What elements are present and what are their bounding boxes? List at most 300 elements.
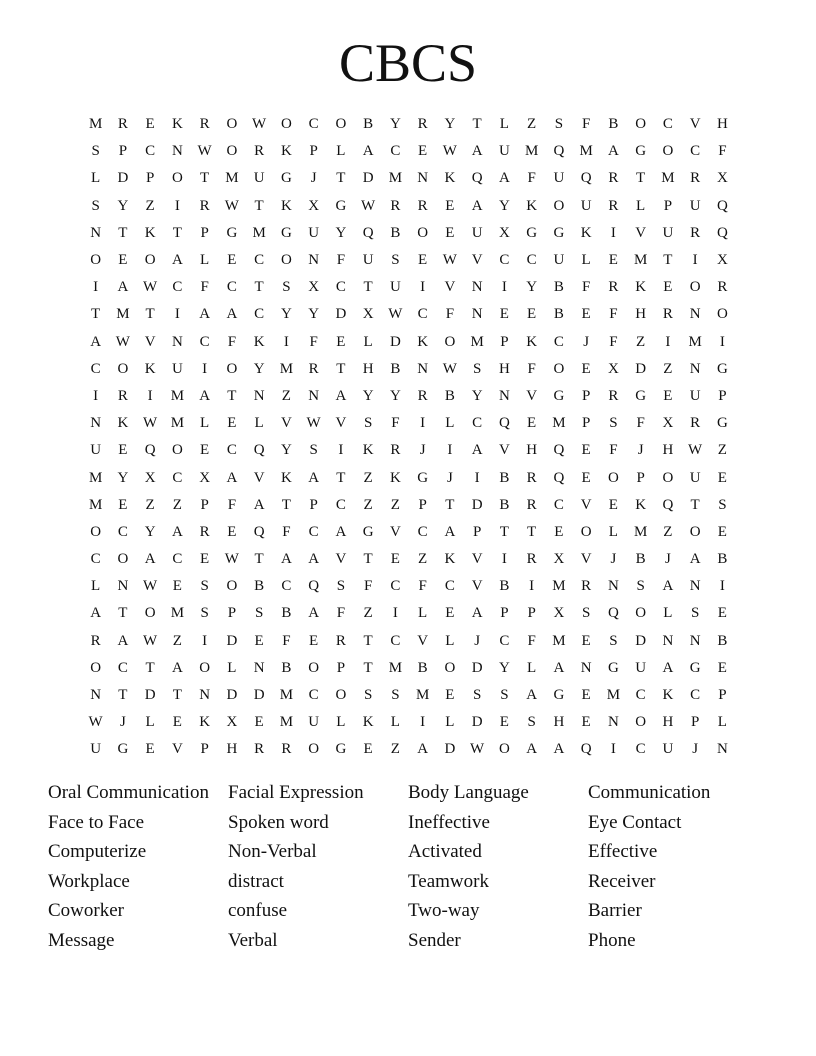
grid-letter: E [227,252,237,269]
grid-letter: K [253,333,265,350]
grid-letter: E [145,741,155,758]
grid-letter: L [91,578,101,595]
grid-letter: C [553,496,564,513]
grid-letter: M [470,333,484,350]
grid-letter: W [688,442,703,459]
grid-letter: C [145,143,156,160]
grid-letter: D [389,333,401,350]
grid-letter: I [147,387,153,404]
word-bank-item: distract [228,870,284,892]
grid-letter: W [143,415,158,432]
grid-letter: N [716,741,728,758]
grid-letter: N [689,578,701,595]
grid-letter: U [689,197,701,214]
grid-letter: D [335,306,347,323]
grid-letter: X [144,469,156,486]
grid-letter: Z [363,469,373,486]
grid-letter: O [662,143,674,160]
grid-letter: R [526,551,537,568]
grid-letter: M [388,659,403,676]
grid-letter: E [200,551,210,568]
grid-letter: G [335,741,347,758]
grid-letter: O [226,116,238,133]
word-bank-item: Coworker [48,900,124,922]
grid-letter: L [227,659,237,676]
grid-letter: E [227,415,237,432]
word-bank-item: Oral Communication [48,782,209,803]
grid-letter: E [418,143,428,160]
grid-letter: V [280,415,292,432]
grid-letter: S [363,415,373,432]
word-bank-item: confuse [228,900,288,922]
grid-letter: E [581,632,591,649]
grid-letter: U [389,279,401,296]
grid-letter: Q [662,496,674,513]
grid-letter: M [88,116,103,133]
grid-letter: D [444,741,456,758]
grid-letter: E [499,306,509,323]
grid-letter: S [91,197,100,214]
grid-letter: Q [716,224,728,241]
grid-letter: B [608,116,619,133]
grid-letter: C [90,360,101,377]
grid-letter: B [390,224,401,241]
grid-letter: S [554,116,564,133]
grid-letter: T [172,687,182,704]
grid-letter: T [499,523,509,540]
grid-row [82,546,736,573]
grid-letter: H [553,714,565,731]
grid-letter: F [527,170,536,187]
grid-letter: Y [498,197,510,214]
grid-letter: E [717,523,727,540]
grid-letter: O [144,252,156,269]
grid-letter: L [363,333,373,350]
grid-letter: A [553,659,565,676]
grid-letter: X [553,605,565,622]
word-bank-item: Facial Expression [228,782,364,803]
grid-letter: D [253,687,265,704]
grid-letter: T [145,306,155,323]
grid-letter: W [442,252,457,269]
grid-letter: F [609,333,618,350]
grid-letter: G [280,224,292,241]
grid-letter: Y [444,116,456,133]
grid-letter: I [610,741,616,758]
grid-letter: T [336,170,346,187]
grid-row [82,410,736,437]
grid-letter: R [690,170,701,187]
grid-letter: X [716,252,728,269]
grid-letter: O [308,741,320,758]
grid-letter: C [199,333,210,350]
grid-letter: L [418,605,428,622]
grid-row [82,628,736,655]
grid-letter: C [526,252,537,269]
grid-letter: A [117,632,129,649]
grid-letter: E [445,687,455,704]
grid-letter: N [580,659,592,676]
grid-letter: Q [498,415,510,432]
word-bank-item: Barrier [588,900,642,922]
grid-letter: F [718,143,727,160]
grid-letter: F [581,279,591,296]
word-bank-item: Effective [588,841,658,863]
grid-letter: U [90,442,102,459]
grid-letter: P [500,333,509,350]
grid-letter: R [390,197,401,214]
grid-letter: C [390,632,401,649]
grid-letter: L [608,523,618,540]
grid-letter: I [501,551,507,568]
grid-letter: G [635,143,647,160]
grid-letter: N [471,279,483,296]
grid-letter: J [474,632,481,649]
page-title: CBCS [338,33,478,93]
grid-letter: N [90,224,102,241]
grid-letter: Z [363,605,373,622]
grid-letter: V [471,252,483,269]
grid-row [82,492,736,519]
grid-letter: C [117,523,128,540]
grid-letter: O [635,714,647,731]
grid-letter: E [717,659,727,676]
grid-letter: N [607,714,619,731]
grid-letter: N [253,387,265,404]
grid-letter: O [553,360,565,377]
grid-letter: P [690,714,700,731]
grid-letter: Y [280,442,292,459]
word-bank-item: Two-way [408,900,480,922]
grid-letter: R [417,387,428,404]
grid-letter: G [280,170,292,187]
grid-letter: G [553,224,565,241]
grid-letter: R [117,387,128,404]
grid-letter: P [200,496,209,513]
word-bank-item: Ineffective [408,811,490,833]
grid-letter: P [200,741,209,758]
grid-letter: A [498,170,510,187]
grid-letter: N [199,687,211,704]
grid-letter: C [335,496,346,513]
grid-letter: F [282,523,291,540]
grid-letter: A [335,387,347,404]
grid-letter: K [117,415,129,432]
grid-letter: K [144,224,156,241]
grid-letter: K [362,442,374,459]
grid-letter: K [580,224,592,241]
grid-letter: Y [526,279,538,296]
grid-letter: S [391,687,400,704]
grid-letter: P [336,659,346,676]
word-search-grid [82,111,736,764]
grid-letter: Z [663,360,673,377]
grid-letter: U [635,659,647,676]
grid-letter: U [580,197,592,214]
grid-letter: K [280,197,292,214]
grid-letter: N [689,632,701,649]
grid-letter: X [199,469,211,486]
grid-letter: I [447,442,453,459]
grid-letter: Z [145,496,155,513]
grid-letter: V [417,632,429,649]
grid-letter: E [254,714,264,731]
grid-letter: S [690,605,700,622]
grid-letter: N [308,252,320,269]
grid-letter: F [609,442,618,459]
grid-letter: T [336,469,346,486]
grid-letter: A [226,469,238,486]
grid-letter: M [88,469,103,486]
grid-letter: T [254,551,264,568]
grid-letter: L [445,632,455,649]
grid-letter: L [145,714,155,731]
grid-letter: F [391,415,400,432]
grid-letter: R [526,496,537,513]
grid-letter: T [118,605,128,622]
grid-letter: M [633,252,648,269]
grid-letter: T [445,496,455,513]
grid-letter: E [227,523,237,540]
grid-letter: F [227,333,237,350]
grid-letter: R [199,523,210,540]
grid-letter: E [118,496,128,513]
grid-letter: E [663,279,673,296]
grid-letter: Y [253,360,265,377]
grid-letter: V [580,551,592,568]
grid-letter: A [171,252,183,269]
grid-letter: L [445,415,455,432]
grid-letter: O [117,551,129,568]
grid-letter: P [309,143,318,160]
grid-letter: U [662,224,674,241]
grid-letter: W [143,279,158,296]
grid-letter: A [553,741,565,758]
grid-letter: T [172,224,182,241]
grid-letter: M [170,387,185,404]
grid-letter: T [91,306,101,323]
grid-letter: O [689,523,701,540]
grid-letter: C [499,632,510,649]
grid-letter: R [608,197,619,214]
grid-letter: E [608,496,618,513]
grid-letter: U [689,469,701,486]
word-bank-item: Eye Contact [588,811,682,833]
grid-letter: Y [117,469,129,486]
grid-letter: E [581,306,591,323]
grid-letter: Z [363,496,373,513]
grid-letter: O [716,306,728,323]
grid-letter: T [636,170,646,187]
grid-letter: H [662,442,674,459]
grid-letter: A [117,279,129,296]
grid-letter: B [717,551,728,568]
grid-letter: A [144,551,156,568]
word-bank-item: Activated [408,841,482,863]
grid-letter: E [445,224,455,241]
grid-letter: O [144,605,156,622]
grid-letter: R [608,387,619,404]
grid-letter: B [499,496,510,513]
grid-letter: C [172,551,183,568]
grid-letter: W [143,632,158,649]
grid-letter: W [442,360,457,377]
grid-letter: I [93,387,99,404]
grid-letter: X [308,197,320,214]
grid-letter: N [607,578,619,595]
grid-letter: R [390,442,401,459]
grid-letter: F [527,632,536,649]
grid-row [82,247,736,274]
grid-letter: D [635,632,647,649]
grid-letter: Z [636,333,646,350]
grid-letter: E [200,442,210,459]
grid-letter: N [498,387,510,404]
grid-letter: C [635,741,646,758]
grid-letter: Q [716,197,728,214]
grid-row [82,165,736,192]
grid-letter: E [363,741,373,758]
grid-letter: X [716,170,728,187]
grid-letter: M [524,143,539,160]
grid-letter: O [226,143,238,160]
grid-letter: Q [553,469,565,486]
word-bank-item: Message [48,929,115,951]
grid-letter: T [227,387,237,404]
grid-letter: C [553,333,564,350]
grid-letter: O [335,687,347,704]
grid-letter: W [470,741,485,758]
grid-letter: E [581,442,591,459]
grid-letter: V [171,741,183,758]
grid-letter: C [308,523,319,540]
grid-letter: S [500,687,509,704]
grid-letter: I [174,197,180,214]
grid-letter: V [498,442,510,459]
grid-letter: Z [281,387,291,404]
grid-letter: M [88,496,103,513]
grid-letter: O [171,442,183,459]
grid-letter: U [362,252,374,269]
grid-letter: N [417,170,429,187]
word-bank-item: Receiver [588,870,656,892]
grid-letter: U [90,741,102,758]
grid-letter: E [608,252,618,269]
grid-letter: M [388,170,403,187]
grid-letter: R [717,279,728,296]
grid-letter: M [633,523,648,540]
grid-letter: C [417,306,428,323]
grid-letter: B [499,469,510,486]
grid-letter: M [415,687,430,704]
grid-letter: Q [253,442,265,459]
grid-letter: T [690,496,700,513]
grid-letter: S [91,143,100,160]
grid-letter: L [200,415,210,432]
word-bank-item: Face to Face [48,811,145,833]
grid-letter: B [281,605,292,622]
grid-letter: I [420,714,426,731]
grid-row [82,220,736,247]
grid-letter: W [115,333,130,350]
grid-letter: K [444,551,456,568]
grid-letter: T [663,252,673,269]
grid-letter: G [716,415,728,432]
grid-letter: Z [172,496,182,513]
grid-letter: C [308,116,319,133]
grid-letter: E [309,632,319,649]
grid-letter: H [716,116,728,133]
grid-letter: D [635,360,647,377]
grid-letter: F [581,116,591,133]
grid-letter: V [580,496,592,513]
grid-letter: A [471,605,483,622]
grid-letter: A [662,578,674,595]
grid-letter: G [417,469,429,486]
grid-letter: A [253,496,265,513]
grid-letter: X [607,360,619,377]
grid-letter: L [663,605,673,622]
grid-letter: F [636,415,645,432]
grid-letter: T [118,687,128,704]
grid-row [82,383,736,410]
grid-letter: F [309,333,318,350]
grid-letter: Y [117,197,129,214]
grid-letter: R [417,197,428,214]
grid-letter: W [224,197,239,214]
grid-letter: U [498,143,510,160]
grid-letter: P [581,415,591,432]
grid-letter: W [143,578,158,595]
grid-letter: D [471,659,483,676]
grid-letter: V [689,116,701,133]
grid-letter: O [444,333,456,350]
grid-row [82,709,736,736]
grid-letter: O [335,116,347,133]
grid-letter: A [607,143,619,160]
grid-letter: I [202,360,208,377]
grid-letter: M [552,632,566,649]
grid-letter: R [581,578,592,595]
grid-letter: G [635,387,647,404]
grid-letter: W [306,415,321,432]
grid-letter: Z [390,496,400,513]
grid-letter: V [335,551,347,568]
grid-letter: L [91,170,101,187]
grid-letter: W [252,116,267,133]
grid-letter: S [200,578,209,595]
grid-letter: S [472,360,482,377]
grid-letter: P [718,387,727,404]
grid-letter: T [118,224,128,241]
grid-letter: D [144,687,156,704]
grid-letter: M [552,415,566,432]
grid-letter: K [389,469,401,486]
grid-letter: W [442,143,457,160]
grid-letter: M [579,143,593,160]
grid-letter: C [172,279,183,296]
grid-letter: U [171,360,183,377]
word-bank-item: Phone [588,929,636,951]
grid-letter: I [474,469,480,486]
grid-letter: C [335,279,346,296]
grid-letter: J [419,442,426,459]
grid-letter: Q [253,523,265,540]
grid-letter: J [664,551,671,568]
grid-letter: T [254,197,264,214]
grid-letter: V [253,469,265,486]
grid-letter: N [253,659,265,676]
